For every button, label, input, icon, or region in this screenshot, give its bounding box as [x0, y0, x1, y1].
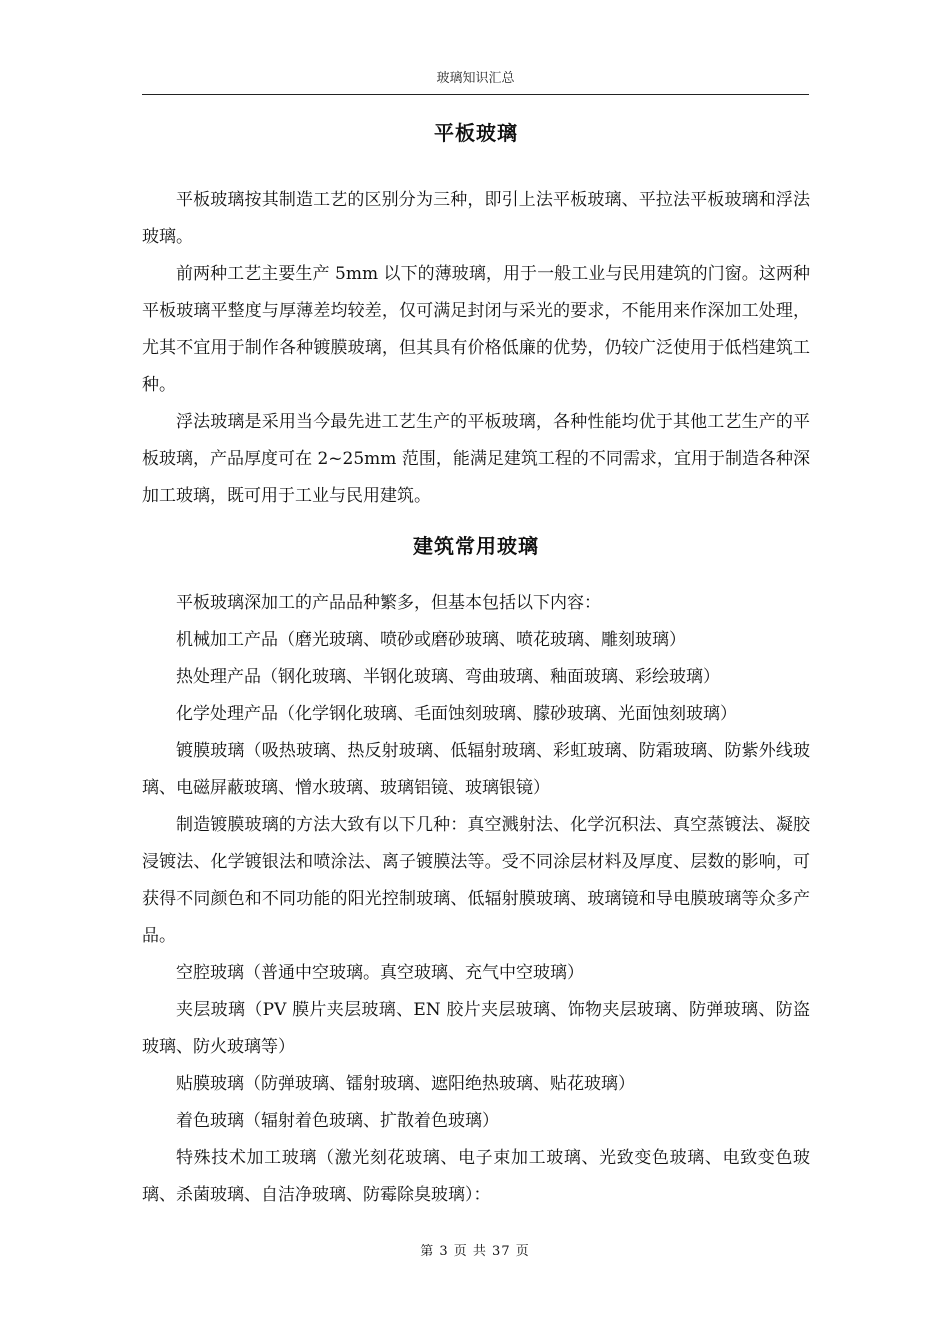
paragraph: 化学处理产品（化学钢化玻璃、毛面蚀刻玻璃、朦砂玻璃、光面蚀刻玻璃） [176, 704, 737, 724]
section-heading-flat-glass: 平板玻璃 [434, 121, 518, 145]
paragraph: 制造镀膜玻璃的方法大致有以下几种：真空溅射法、化学沉积法、真空蒸镀法、凝胶浸镀法、化学镀银法和喷涂法、离子镀膜法等。受不同涂层材料及厚度、层数的影响，可获得不同颜色和不同功能的阳光控制玻璃、低辐射膜玻璃、玻璃镜和导电膜玻璃等众多产品。 [142, 815, 810, 946]
paragraph: 浮法玻璃是采用当今最先进工艺生产的平板玻璃，各种性能均优于其他工艺生产的平板玻璃，产品厚度可在 2~25mm 范围，能满足建筑工程的不同需求，宜用于制造各种深加工玻璃，既可用于工业与民用建筑。 [142, 412, 810, 506]
paragraph: 前两种工艺主要生产 5mm 以下的薄玻璃，用于一般工业与民用建筑的门窗。这两种平板玻璃平整度与厚薄差均较差，仅可满足封闭与采光的要求，不能用来作深加工处理，尤其不宜用于制作各种镀膜玻璃，但其具有价格低廉的优势，仍较广泛使用于低档建筑工种。 [142, 264, 810, 395]
page-number: 第 3 页 共 37 页 [420, 1244, 530, 1259]
header-title: 玻璃知识汇总 [436, 71, 515, 86]
paragraph: 特殊技术加工玻璃（激光刻花玻璃、电子束加工玻璃、光致变色玻璃、电致变色玻璃、杀菌玻璃、自洁净玻璃、防霉除臭玻璃）： [142, 1148, 810, 1205]
paragraph: 镀膜玻璃（吸热玻璃、热反射玻璃、低辐射玻璃、彩虹玻璃、防霜玻璃、防紫外线玻璃、电磁屏蔽玻璃、憎水玻璃、玻璃铝镜、玻璃银镜） [142, 741, 810, 798]
paragraph: 机械加工产品（磨光玻璃、喷砂或磨砂玻璃、喷花玻璃、雕刻玻璃） [176, 630, 686, 650]
paragraph: 空腔玻璃（普通中空玻璃。真空玻璃、充气中空玻璃） [176, 963, 584, 983]
running-header [142, 66, 809, 95]
paragraph: 贴膜玻璃（防弹玻璃、镭射玻璃、遮阳绝热玻璃、贴花玻璃） [176, 1074, 635, 1094]
document-body [142, 120, 810, 1214]
paragraph: 平板玻璃按其制造工艺的区别分为三种，即引上法平板玻璃、平拉法平板玻璃和浮法玻璃。 [142, 190, 810, 247]
page-footer [0, 1242, 950, 1262]
paragraph: 着色玻璃（辐射着色玻璃、扩散着色玻璃） [176, 1111, 499, 1131]
paragraph: 平板玻璃深加工的产品品种繁多，但基本包括以下内容： [176, 593, 601, 613]
paragraph: 热处理产品（钢化玻璃、半钢化玻璃、弯曲玻璃、釉面玻璃、彩绘玻璃） [176, 667, 720, 687]
section-heading-building-glass: 建筑常用玻璃 [413, 534, 539, 558]
paragraph: 夹层玻璃（PV 膜片夹层玻璃、EN 胶片夹层玻璃、饰物夹层玻璃、防弹玻璃、防盗玻璃、防火玻璃等） [142, 1000, 810, 1057]
